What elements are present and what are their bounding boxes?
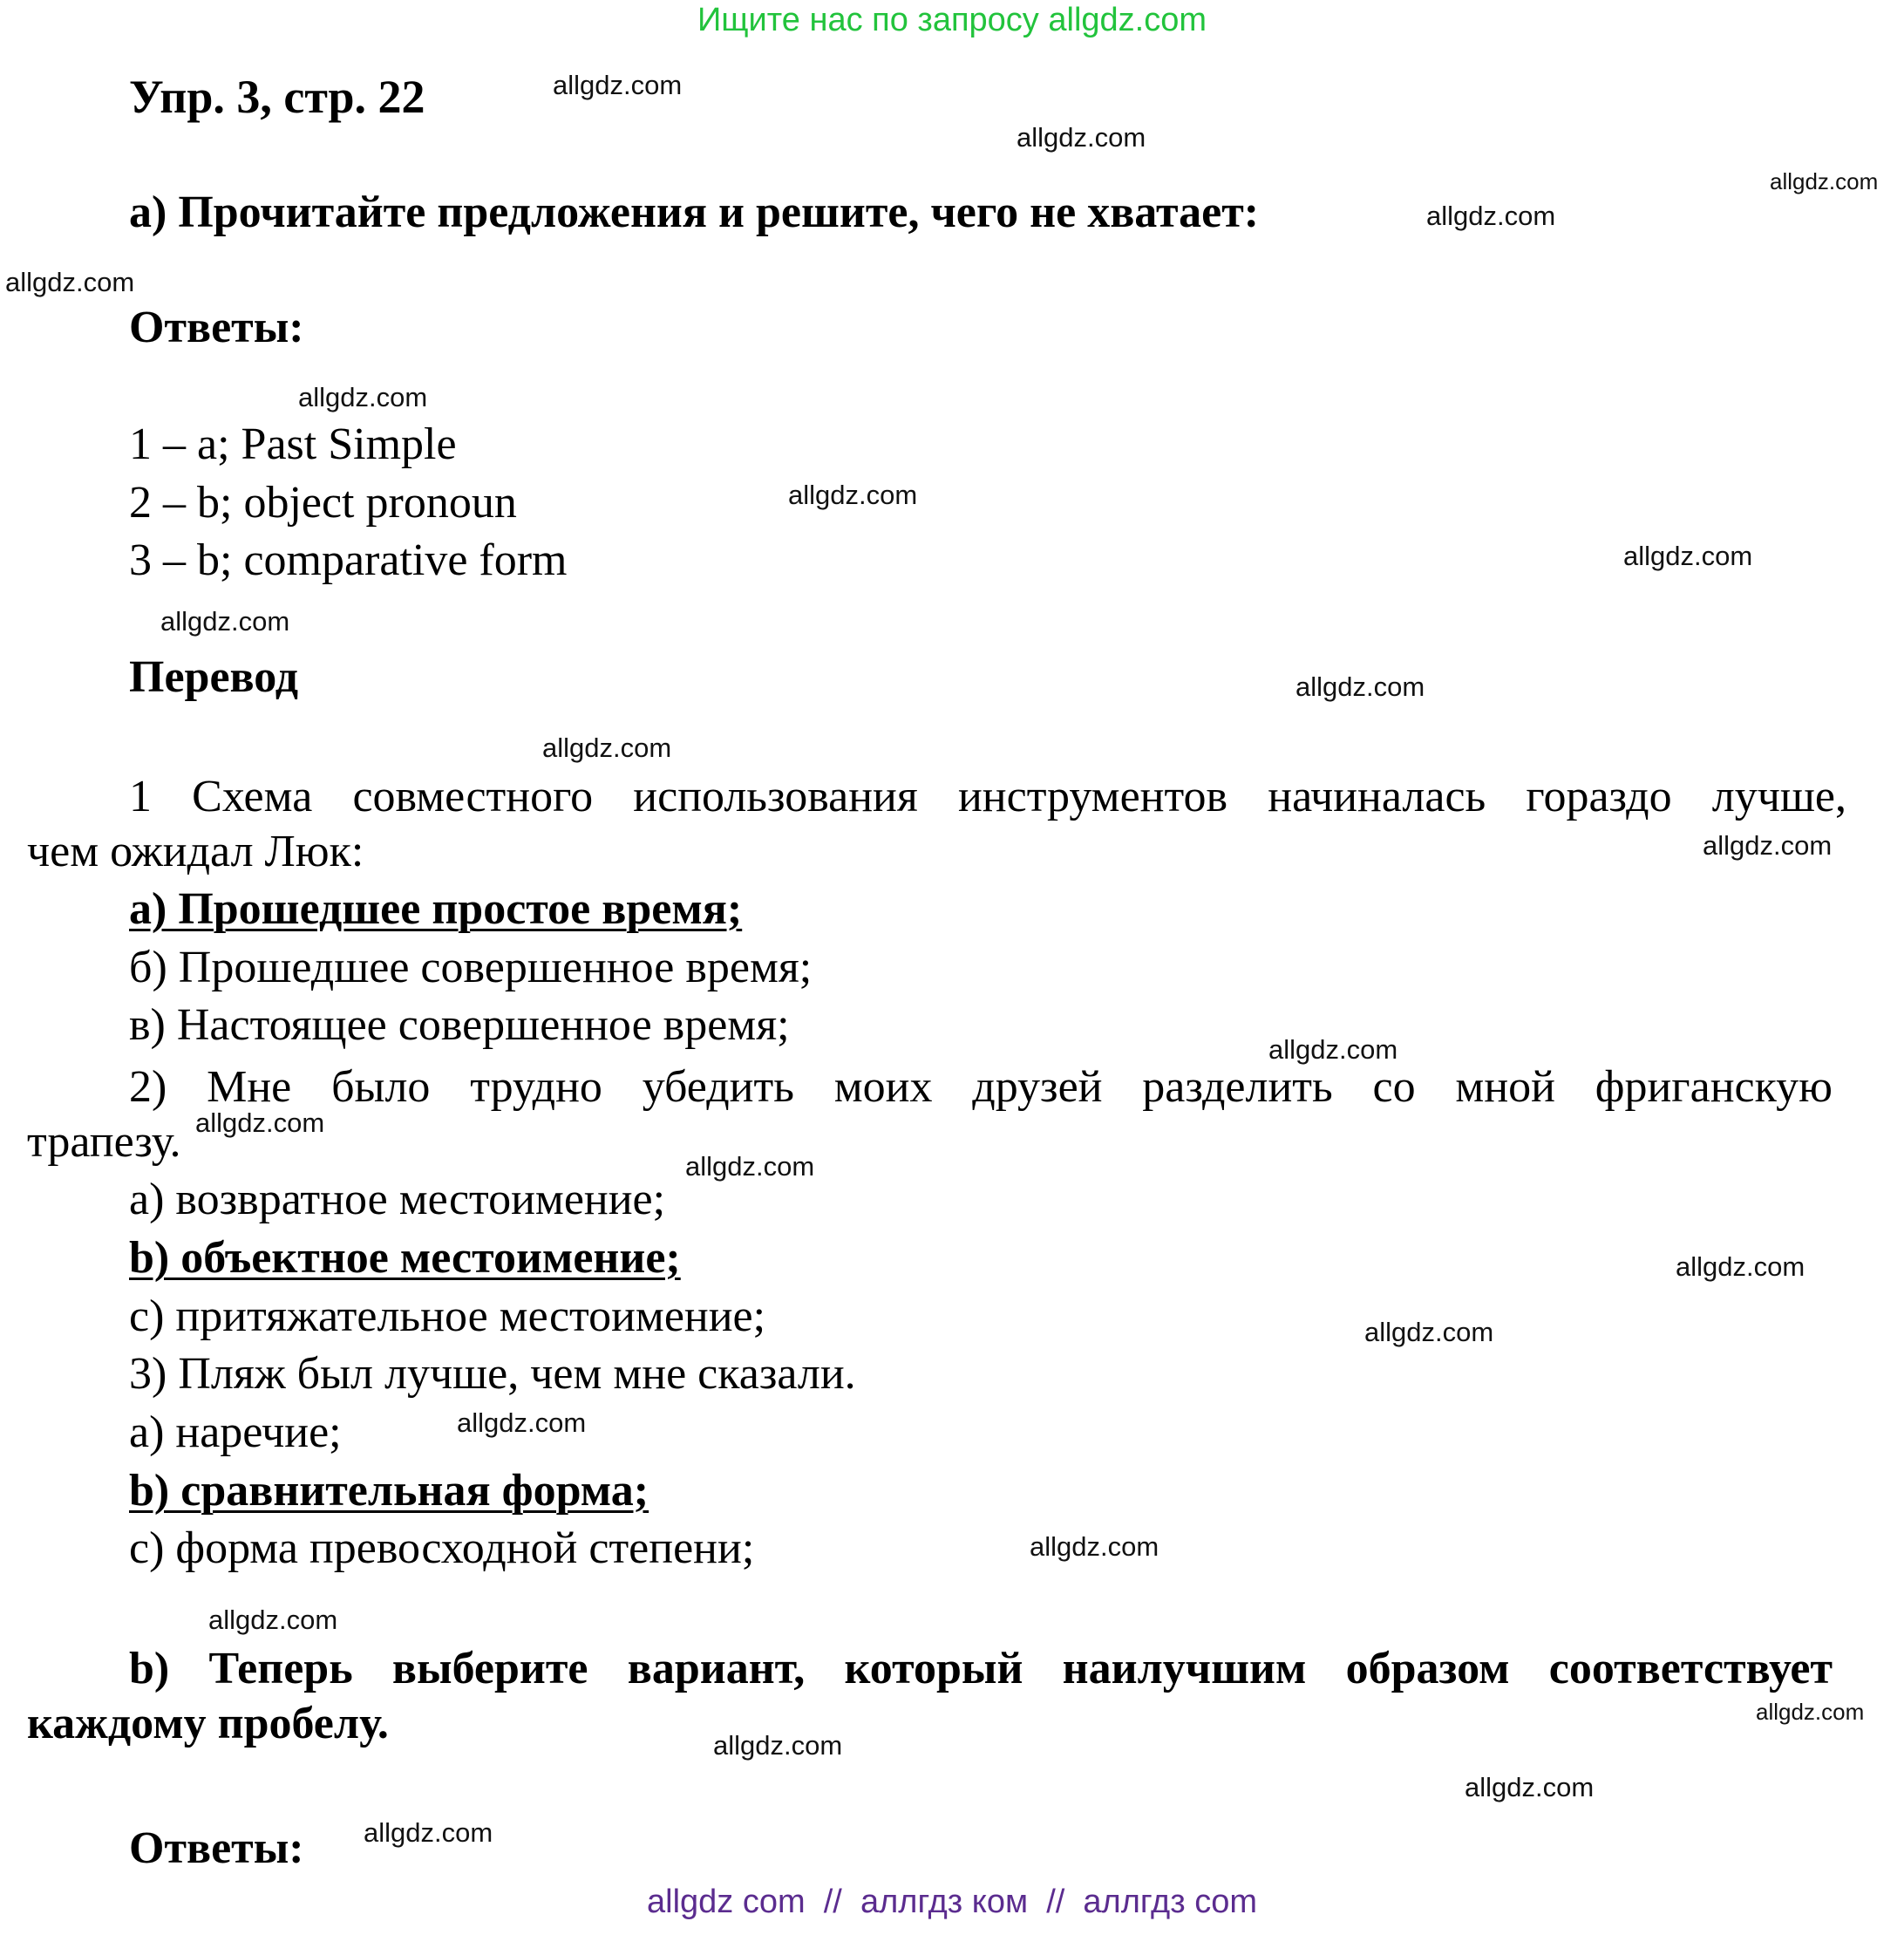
answer-item-2: 2 – b; object pronoun <box>129 478 517 528</box>
exercise-title: Упр. 3, стр. 22 <box>129 71 425 123</box>
watermark: allgdz.com <box>1295 671 1425 702</box>
watermark: allgdz.com <box>1268 1034 1398 1065</box>
watermark: allgdz.com <box>208 1605 338 1635</box>
q1-option-c: в) Настоящее совершенное время; <box>129 1000 790 1050</box>
answer-item-3: 3 – b; comparative form <box>129 535 568 585</box>
answers-heading-2: Ответы: <box>129 1823 304 1873</box>
task-a-heading: a) Прочитайте предложения и решите, чего не хватает: <box>129 187 1260 237</box>
watermark: allgdz.com <box>553 70 683 100</box>
q2-option-a: а) возвратное местоимение; <box>129 1175 666 1224</box>
sentence-1-line-2: чем ожидал Люк: <box>27 827 364 876</box>
watermark: allgdz.com <box>788 480 918 510</box>
q3-option-c: c) форма превосходной степени; <box>129 1523 755 1573</box>
answer-item-1: 1 – a; Past Simple <box>129 419 457 469</box>
q2-option-b-correct: b) объектное местоимение; <box>129 1233 681 1283</box>
watermark: allgdz.com <box>457 1407 587 1438</box>
watermark: allgdz.com <box>1703 830 1833 861</box>
watermark: allgdz.com <box>1676 1251 1805 1282</box>
q3-option-b-correct: b) сравнительная форма; <box>129 1466 649 1516</box>
task-b-line-2: каждому пробелу. <box>27 1699 389 1748</box>
answers-heading: Ответы: <box>129 303 304 352</box>
watermark: allgdz.com <box>1465 1772 1595 1802</box>
watermark: allgdz.com <box>542 732 672 763</box>
watermark: allgdz.com <box>1364 1317 1494 1347</box>
watermark: allgdz.com <box>160 606 290 637</box>
task-b-line-1: b) Теперь выберите вариант, который наилучшим образом соответствует <box>129 1644 1833 1693</box>
sentence-2-line-1: 2) Мне было трудно убедить моих друзей разделить со мной фриганскую <box>129 1062 1833 1112</box>
sentence-3: 3) Пляж был лучше, чем мне сказали. <box>129 1349 856 1399</box>
watermark: allgdz.com <box>1623 541 1753 571</box>
q1-option-a-correct: а) Прошедшее простое время; <box>129 884 743 934</box>
q3-option-a: а) наречие; <box>129 1407 342 1457</box>
watermark: allgdz.com <box>1770 168 1879 194</box>
watermark: allgdz.com <box>1030 1531 1159 1562</box>
translation-heading: Перевод <box>129 652 299 702</box>
q1-option-b: б) Прошедшее совершенное время; <box>129 943 813 992</box>
footer-links: allgdz com // аллгдз ком // аллгдз com <box>647 1884 1257 1920</box>
sentence-2-line-2: трапезу. <box>27 1117 181 1167</box>
watermark: allgdz.com <box>1426 201 1556 231</box>
watermark: allgdz.com <box>713 1730 843 1761</box>
watermark: allgdz.com <box>5 267 135 297</box>
watermark: allgdz.com <box>1756 1699 1865 1725</box>
sentence-1-line-1: 1 Схема совместного использования инструментов начиналась гораздо лучше, <box>129 772 1846 821</box>
watermark: allgdz.com <box>195 1107 325 1138</box>
q2-option-c: c) притяжательное местоимение; <box>129 1291 766 1341</box>
watermark: allgdz.com <box>298 382 428 412</box>
watermark: allgdz.com <box>364 1817 493 1848</box>
watermark: allgdz.com <box>1017 122 1146 153</box>
watermark: allgdz.com <box>685 1151 815 1182</box>
top-banner: Ищите нас по запросу allgdz.com <box>697 2 1207 38</box>
